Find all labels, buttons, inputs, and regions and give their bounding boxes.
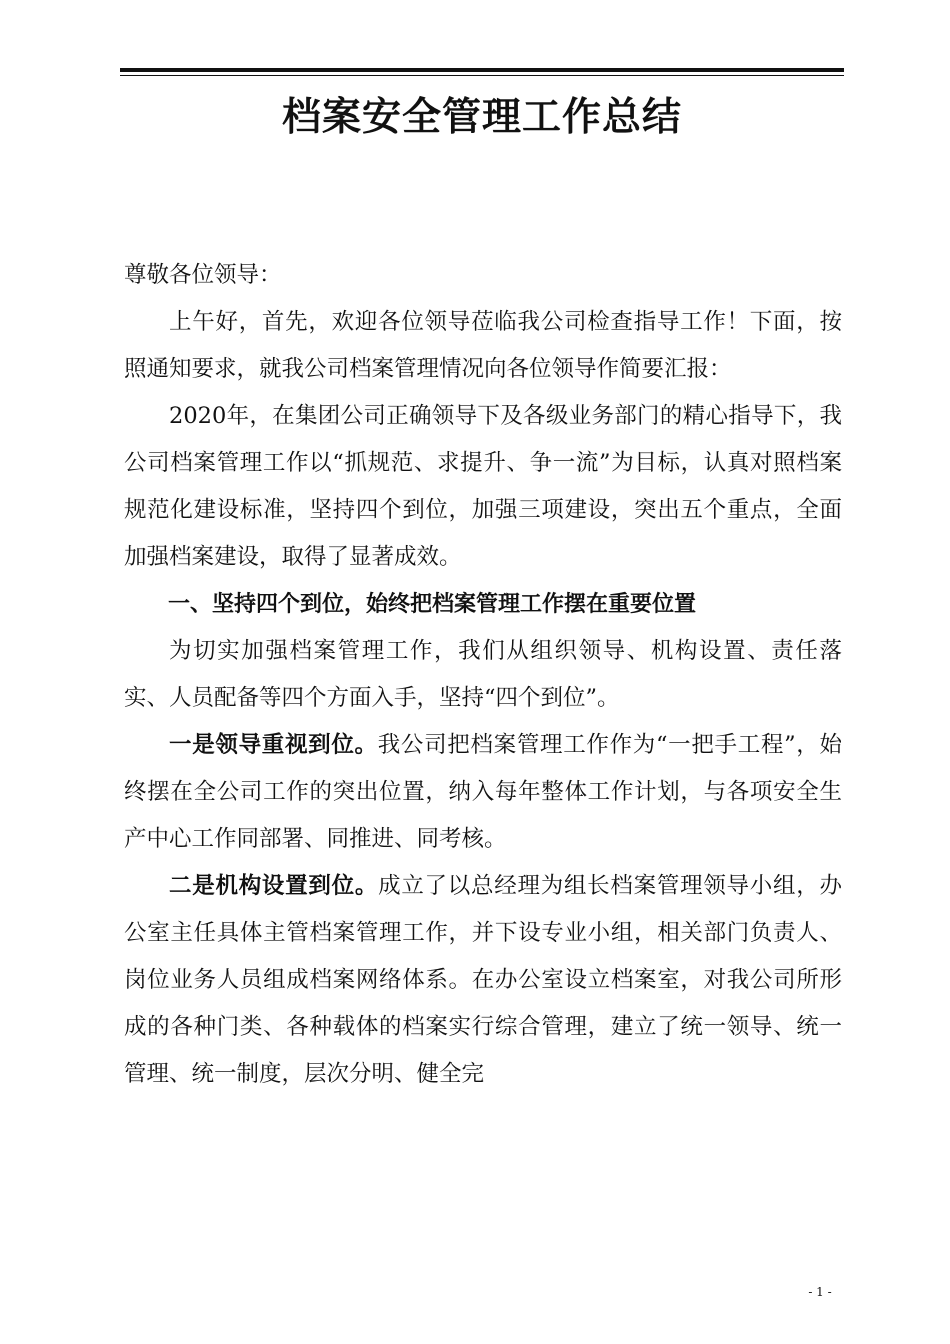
paragraph-lead-leadership: 一是领导重视到位。 xyxy=(169,732,378,758)
paragraph-overview: 2020年，在集团公司正确领导下及各级业务部门的精心指导下，我公司档案管理工作以“抓规范、求提升、争一流”为目标，认真对照档案规范化建设标准，坚持四个到位，加强三项建设，突出五个重点，全面加强档案建设，取得了显著成效。 xyxy=(124,403,842,570)
header-rule-thick xyxy=(120,68,844,72)
document-title: 档案安全管理工作总结 xyxy=(281,95,682,140)
paragraph-four-in-place: 为切实加强档案管理工作，我们从组织领导、机构设置、责任落实、人员配备等四个方面入手，坚持“四个到位”。 xyxy=(124,638,842,711)
section-heading-1: 一、坚持四个到位，始终把档案管理工作摆在重要位置 xyxy=(168,592,697,617)
paragraph-text-organization: 成立了以总经理为组长档案管理领导小组，办公室主任具体主管档案管理工作，并下设专业小组，相关部门负责人、岗位业务人员组成档案网络体系。在办公室设立档案室，对我公司所形成的各种门类、各种载体的档案实行综合管理，建立了统一领导、统一管理、统一制度，层次分明、健全完 xyxy=(124,873,842,1087)
header-rule-thin xyxy=(120,75,844,76)
paragraph-greeting: 上午好，首先，欢迎各位领导莅临我公司检查指导工作！下面，按照通知要求，就我公司档案管理情况向各位领导作简要汇报： xyxy=(124,309,842,382)
salutation: 尊敬各位领导： xyxy=(124,262,282,288)
page-number: - 1 - xyxy=(808,1285,832,1299)
paragraph-lead-organization: 二是机构设置到位。 xyxy=(169,873,379,899)
paragraph-leadership xyxy=(124,722,842,863)
document-body xyxy=(124,252,842,1098)
paragraph-organization xyxy=(124,863,842,1098)
paragraph-text-leadership: 我公司把档案管理工作作为“一把手工程”，始终摆在全公司工作的突出位置，纳入每年整体工作计划，与各项安全生产中心工作同部署、同推进、同考核。 xyxy=(124,732,842,852)
